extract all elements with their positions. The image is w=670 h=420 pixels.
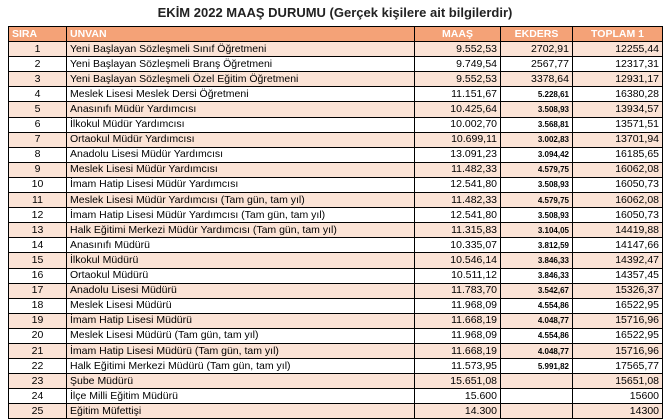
row-unvan: Eğitim Müfettişi: [67, 404, 415, 419]
row-maas: 11.783,70: [415, 283, 501, 298]
row-toplam: 16062,08: [573, 193, 663, 208]
row-unvan: İlkokul Müdürü: [67, 253, 415, 268]
row-maas: 13.091,23: [415, 147, 501, 162]
row-toplam: 16522,95: [573, 298, 663, 313]
header-sira: SIRA: [9, 27, 67, 42]
row-ekders: 4.579,75: [501, 193, 573, 208]
row-unvan: Anadolu Lisesi Müdürü: [67, 283, 415, 298]
row-sira: 16: [9, 268, 67, 283]
row-ekders: 3.812,59: [501, 238, 573, 253]
row-toplam: 14357,45: [573, 268, 663, 283]
row-maas: 11.151,67: [415, 87, 501, 102]
row-ekders: 3.002,83: [501, 132, 573, 147]
table-row: [9, 223, 663, 238]
table-header-row: [9, 27, 663, 42]
row-unvan: İmam Hatip Lisesi Müdür Yardımcısı (Tam gün, tam yıl): [67, 208, 415, 223]
row-maas: 9.552,53: [415, 72, 501, 87]
row-toplam: 17565,77: [573, 359, 663, 374]
row-toplam: 13571,51: [573, 117, 663, 132]
row-unvan: İlkokul Müdür Yardımcısı: [67, 117, 415, 132]
row-toplam: 15600: [573, 389, 663, 404]
row-ekders: 3.508,93: [501, 177, 573, 192]
header-ekders: EKDERS: [501, 27, 573, 42]
row-toplam: 16050,73: [573, 177, 663, 192]
row-maas: 12.541,80: [415, 177, 501, 192]
row-maas: 10.002,70: [415, 117, 501, 132]
row-toplam: 16062,08: [573, 162, 663, 177]
row-toplam: 14419,88: [573, 223, 663, 238]
row-unvan: Anadolu Lisesi Müdür Yardımcısı: [67, 147, 415, 162]
row-unvan: İmam Hatip Lisesi Müdürü: [67, 313, 415, 328]
row-unvan: Anasınıfı Müdürü: [67, 238, 415, 253]
table-row: [9, 253, 663, 268]
row-toplam: 12317,31: [573, 57, 663, 72]
row-sira: 17: [9, 283, 67, 298]
row-sira: 8: [9, 147, 67, 162]
row-maas: 11.668,19: [415, 313, 501, 328]
row-sira: 9: [9, 162, 67, 177]
row-sira: 23: [9, 374, 67, 389]
row-sira: 7: [9, 132, 67, 147]
row-unvan: Meslek Lisesi Müdürü: [67, 298, 415, 313]
row-maas: 11.482,33: [415, 162, 501, 177]
row-sira: 6: [9, 117, 67, 132]
row-toplam: 14392,47: [573, 253, 663, 268]
row-ekders: 5.228,61: [501, 87, 573, 102]
row-maas: 12.541,80: [415, 208, 501, 223]
row-maas: 11.968,09: [415, 298, 501, 313]
row-toplam: 15326,37: [573, 283, 663, 298]
row-ekders: 3.846,33: [501, 268, 573, 283]
page-title: EKİM 2022 MAAŞ DURUMU (Gerçek kişilere ait bilgilerdir): [157, 5, 513, 20]
row-sira: 20: [9, 328, 67, 343]
row-ekders: 4.554,86: [501, 328, 573, 343]
row-maas: 10.546,14: [415, 253, 501, 268]
table-row: [9, 177, 663, 192]
row-toplam: 12931,17: [573, 72, 663, 87]
table-row: [9, 298, 663, 313]
table-row: [9, 117, 663, 132]
table-row: [9, 87, 663, 102]
row-maas: 10.425,64: [415, 102, 501, 117]
row-unvan: Meslek Lisesi Müdürü (Tam gün, tam yıl): [67, 328, 415, 343]
table-row: [9, 389, 663, 404]
row-unvan: İmam Hatip Lisesi Müdürü (Tam gün, tam yıl): [67, 343, 415, 358]
row-unvan: İlçe Milli Eğitim Müdürü: [67, 389, 415, 404]
row-toplam: 12255,44: [573, 42, 663, 57]
row-sira: 3: [9, 72, 67, 87]
table-row: [9, 313, 663, 328]
row-ekders: 4.048,77: [501, 313, 573, 328]
row-sira: 24: [9, 389, 67, 404]
row-ekders: [501, 389, 573, 404]
row-ekders: 3.542,67: [501, 283, 573, 298]
row-sira: 12: [9, 208, 67, 223]
row-maas: 9.552,53: [415, 42, 501, 57]
row-maas: 11.482,33: [415, 193, 501, 208]
row-unvan: İmam Hatip Lisesi Müdür Yardımcısı: [67, 177, 415, 192]
row-unvan: Anasınıfı Müdür Yardımcısı: [67, 102, 415, 117]
row-maas: 15.651,08: [415, 374, 501, 389]
row-unvan: Yeni Başlayan Sözleşmeli Özel Eğitim Öğretmeni: [67, 72, 415, 87]
row-toplam: 16522,95: [573, 328, 663, 343]
row-sira: 1: [9, 42, 67, 57]
table-row: [9, 162, 663, 177]
row-unvan: Meslek Lisesi Müdür Yardımcısı: [67, 162, 415, 177]
row-unvan: Ortaokul Müdürü: [67, 268, 415, 283]
row-maas: 9.749,54: [415, 57, 501, 72]
row-ekders: 2702,91: [501, 42, 573, 57]
salary-table: [8, 26, 663, 419]
row-ekders: 4.048,77: [501, 343, 573, 358]
row-ekders: 3.568,81: [501, 117, 573, 132]
table-row: [9, 193, 663, 208]
row-toplam: 13701,94: [573, 132, 663, 147]
row-sira: 25: [9, 404, 67, 419]
row-sira: 14: [9, 238, 67, 253]
row-ekders: [501, 374, 573, 389]
row-unvan: Meslek Lisesi Müdür Yardımcısı (Tam gün, tam yıl): [67, 193, 415, 208]
row-sira: 4: [9, 87, 67, 102]
row-ekders: 3.846,33: [501, 253, 573, 268]
row-maas: 11.573,95: [415, 359, 501, 374]
row-unvan: Meslek Lisesi Meslek Dersi Öğretmeni: [67, 87, 415, 102]
header-maas: MAAŞ: [415, 27, 501, 42]
row-ekders: 3.104,05: [501, 223, 573, 238]
row-sira: 21: [9, 343, 67, 358]
table-row: [9, 102, 663, 117]
row-ekders: 3.508,93: [501, 102, 573, 117]
table-row: [9, 359, 663, 374]
row-toplam: 16050,73: [573, 208, 663, 223]
row-sira: 22: [9, 359, 67, 374]
row-ekders: 3.094,42: [501, 147, 573, 162]
row-maas: 10.335,07: [415, 238, 501, 253]
table-row: [9, 404, 663, 419]
table-row: [9, 374, 663, 389]
table-row: [9, 147, 663, 162]
row-ekders: 5.991,82: [501, 359, 573, 374]
table-row: [9, 328, 663, 343]
row-maas: 15.600: [415, 389, 501, 404]
row-sira: 5: [9, 102, 67, 117]
table-row: [9, 132, 663, 147]
row-maas: 11.968,09: [415, 328, 501, 343]
table-row: [9, 208, 663, 223]
row-ekders: 3378,64: [501, 72, 573, 87]
row-sira: 19: [9, 313, 67, 328]
row-sira: 18: [9, 298, 67, 313]
row-ekders: 3.508,93: [501, 208, 573, 223]
row-unvan: Ortaokul Müdür Yardımcısı: [67, 132, 415, 147]
row-toplam: 14300: [573, 404, 663, 419]
header-toplam: TOPLAM 1: [573, 27, 663, 42]
row-toplam: 15651,08: [573, 374, 663, 389]
row-sira: 2: [9, 57, 67, 72]
row-unvan: Halk Eğitimi Merkezi Müdürü (Tam gün, tam yıl): [67, 359, 415, 374]
row-ekders: [501, 404, 573, 419]
row-sira: 13: [9, 223, 67, 238]
table-row: [9, 238, 663, 253]
row-ekders: 2567,77: [501, 57, 573, 72]
table-row: [9, 57, 663, 72]
row-maas: 10.511,12: [415, 268, 501, 283]
row-toplam: 15716,96: [573, 343, 663, 358]
row-maas: 14.300: [415, 404, 501, 419]
row-unvan: Yeni Başlayan Sözleşmeli Branş Öğretmeni: [67, 57, 415, 72]
row-maas: 10.699,11: [415, 132, 501, 147]
row-toplam: 16380,28: [573, 87, 663, 102]
row-sira: 10: [9, 177, 67, 192]
table-row: [9, 283, 663, 298]
row-unvan: Halk Eğitimi Merkezi Müdür Yardımcısı (Tam gün, tam yıl): [67, 223, 415, 238]
row-sira: 11: [9, 193, 67, 208]
row-ekders: 4.579,75: [501, 162, 573, 177]
row-toplam: 13934,57: [573, 102, 663, 117]
header-unvan: UNVAN: [67, 27, 415, 42]
row-ekders: 4.554,86: [501, 298, 573, 313]
row-maas: 11.668,19: [415, 343, 501, 358]
table-row: [9, 42, 663, 57]
table-row: [9, 72, 663, 87]
row-sira: 15: [9, 253, 67, 268]
row-toplam: 14147,66: [573, 238, 663, 253]
row-toplam: 15716,96: [573, 313, 663, 328]
row-maas: 11.315,83: [415, 223, 501, 238]
row-unvan: Yeni Başlayan Sözleşmeli Sınıf Öğretmeni: [67, 42, 415, 57]
table-row: [9, 343, 663, 358]
row-toplam: 16185,65: [573, 147, 663, 162]
table-row: [9, 268, 663, 283]
row-unvan: Şube Müdürü: [67, 374, 415, 389]
